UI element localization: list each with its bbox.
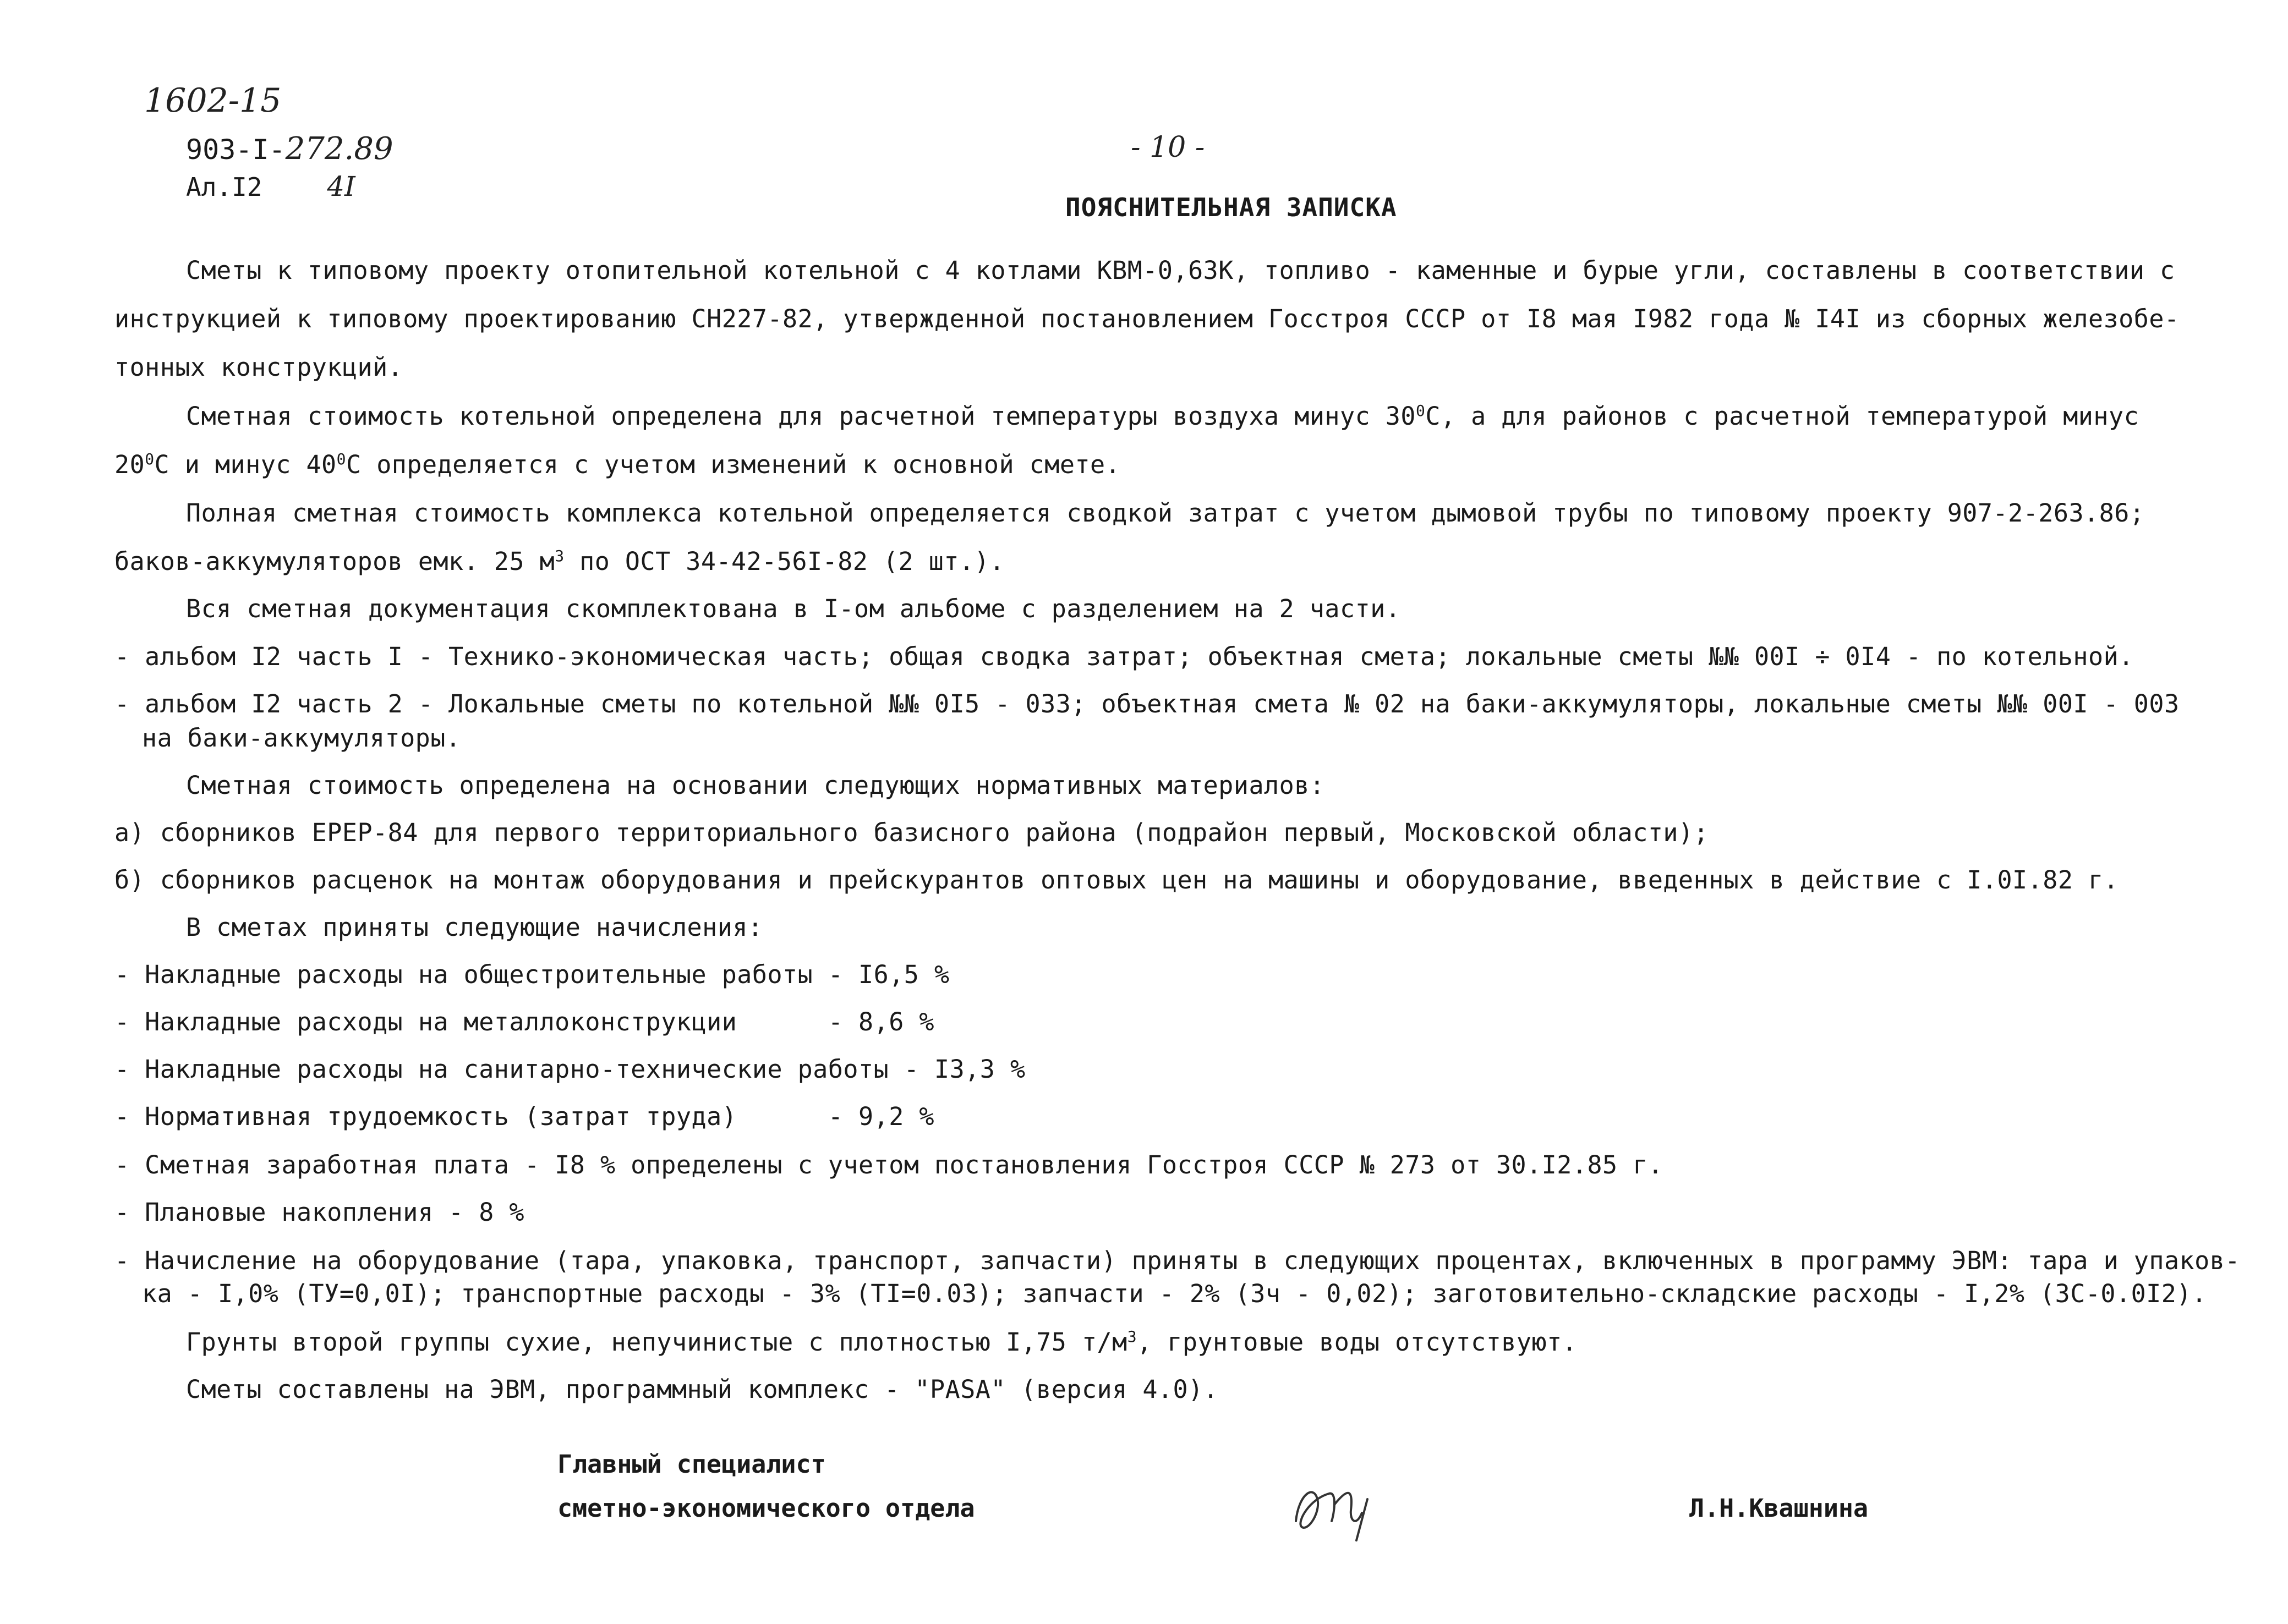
cube-mark: 3 — [1127, 1327, 1137, 1346]
charge-item-7-line-1: - Начисление на оборудование (тара, упаковка, транспорт, запчасти) приняты в следующих процентах, включенных в программу ЭВМ: тара и упаков- — [114, 1246, 2240, 1275]
list-item-b: б) сборников расценок на монтаж оборудования и прейскурантов оптовых цен на машины и оборудование, введенных в действие с I.0I.82 г. — [114, 865, 2119, 895]
p11-a: Грунты второй группы сухие, непучинистые с плотностью I,75 т/м — [186, 1327, 1127, 1357]
paragraph-1-line-3: тонных конструкций. — [114, 353, 403, 382]
album-part-2-item-line-1: - альбом I2 часть 2 - Локальные сметы по котельной №№ 0I5 - 033; объектная смета № 02 на баки-аккумуляторы, локальные сметы №№ 00I - 003 — [114, 689, 2180, 718]
paragraph-4: Вся сметная документация скомплектована в I-ом альбоме с разделением на 2 части. — [186, 594, 1401, 623]
handwritten-number: 1602-15 — [144, 81, 282, 120]
album-label — [186, 171, 355, 202]
paragraph-2-line-1 — [186, 400, 2139, 433]
p3-l2-a: баков-аккумуляторов емк. 25 м — [114, 547, 555, 576]
album-label-text: Ал.I2 — [186, 172, 262, 202]
charge-item-3: - Накладные расходы на санитарно-технические работы - I3,3 % — [114, 1055, 1026, 1084]
p3-l2-b: по ОСТ 34-42-56I-82 (2 шт.). — [564, 547, 1005, 576]
paragraph-10: В сметах приняты следующие начисления: — [186, 913, 763, 942]
signer-position-line-1: Главный специалист — [557, 1450, 826, 1479]
paragraph-11 — [186, 1326, 1577, 1359]
signer-name: Л.Н.Квашнина — [1689, 1494, 1869, 1523]
charge-item-6: - Плановые накопления - 8 % — [114, 1198, 524, 1227]
p2-text-b: С, а для районов с расчетной температурой минус — [1425, 402, 2139, 431]
document-code-handwritten: 272.89 — [285, 131, 393, 167]
handwritten-signature — [1285, 1461, 1406, 1543]
list-item-a: а) сборников ЕРЕР-84 для первого территориального базисного района (подрайон первый, Московской области); — [114, 818, 1709, 847]
charge-item-4: - Нормативная трудоемкость (затрат труда) - 9,2 % — [114, 1102, 934, 1131]
signer-position-line-2: сметно-экономического отдела — [557, 1494, 975, 1523]
paragraph-2-line-2 — [114, 448, 1120, 481]
charge-item-2: - Накладные расходы на металлоконструкции - 8,6 % — [114, 1007, 934, 1036]
p11-b: , грунтовые воды отсутствуют. — [1137, 1327, 1578, 1357]
cube-mark: 3 — [555, 547, 565, 565]
album-part-2-item-line-2: на баки-аккумуляторы. — [142, 723, 461, 753]
page-title: ПОЯСНИТЕЛЬНАЯ ЗАПИСКА — [1065, 193, 1397, 222]
album-part-1-item: - альбом I2 часть I - Технико-экономическая часть; общая сводка затрат; объектная смета; локальные сметы №№ 00I ÷ 0I4 - по котельной. — [114, 642, 2134, 671]
document-code — [186, 131, 393, 167]
charge-item-1: - Накладные расходы на общестроительные работы - I6,5 % — [114, 960, 950, 989]
album-page-handwritten: 4I — [327, 171, 355, 202]
degree-mark: 0 — [1415, 402, 1426, 420]
paragraph-3-line-2 — [114, 545, 1005, 578]
paragraph-3-line-1: Полная сметная стоимость комплекса котельной определяется сводкой затрат с учетом дымовой трубы по типовому проекту 907-2-263.86; — [186, 498, 2145, 528]
p2-l2-a: 20 — [114, 450, 145, 479]
paragraph-1-line-2: инструкцией к типовому проектированию СН227-82, утвержденной постановлением Госстроя СССР от I8 мая I982 года № I4I из сборных железобе- — [114, 304, 2180, 333]
charge-item-5: - Сметная заработная плата - I8 % определены с учетом постановления Госстроя СССР № 273 от 30.I2.85 г. — [114, 1150, 1663, 1179]
paragraph-7: Сметная стоимость определена на основании следующих нормативных материалов: — [186, 771, 1325, 800]
paragraph-12: Сметы составлены на ЭВМ, программный комплекс - "РАSА" (версия 4.0). — [186, 1375, 1219, 1404]
page-number: - 10 - — [1131, 131, 1205, 164]
paragraph-1-line-1: Сметы к типовому проекту отопительной котельной с 4 котлами КВМ-0,63К, топливо - каменные и бурые угли, составлены в соответствии с — [186, 256, 2175, 285]
charge-item-7-line-2: ка - I,0% (ТУ=0,0I); транспортные расходы - 3% (ТI=0.03); запчасти - 2% (Зч - 0,02); заготовительно-складские расходы - I,2% (ЗС-0.0I2). — [142, 1279, 2207, 1308]
degree-mark: 0 — [336, 450, 347, 468]
p2-l2-b: С и минус 40 — [154, 450, 337, 479]
document-code-prefix: 903-I- — [186, 134, 286, 166]
p2-l2-c: С определяется с учетом изменений к основной смете. — [346, 450, 1121, 479]
degree-mark: 0 — [145, 450, 155, 468]
p2-text-a: Сметная стоимость котельной определена для расчетной температуры воздуха минус 30 — [186, 402, 1416, 431]
